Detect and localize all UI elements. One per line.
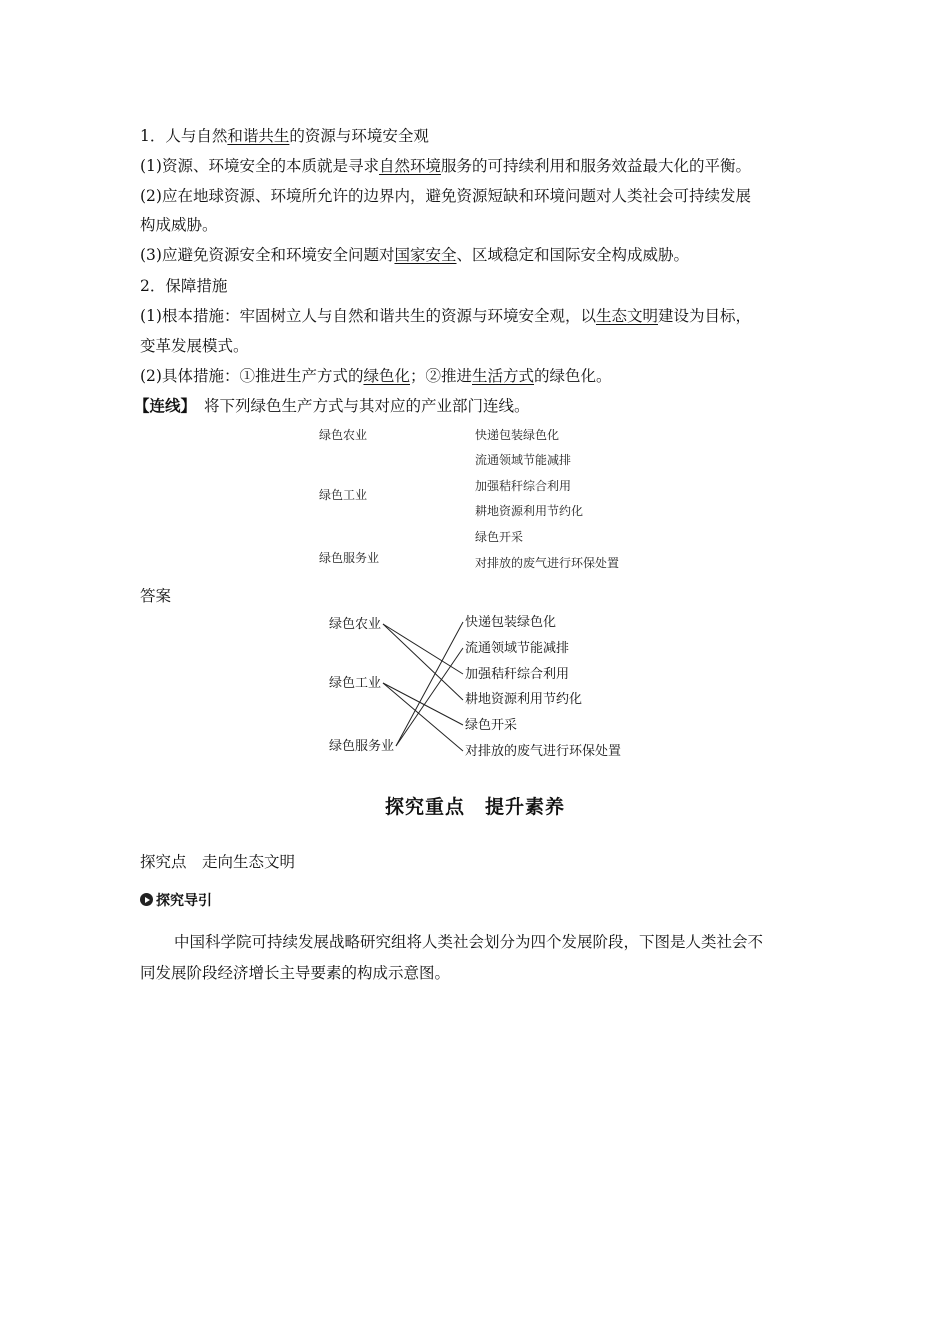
exercise-prompt: 【连线】 将下列绿色生产方式与其对应的产业部门连线。 [134,397,530,415]
connector-line [383,624,463,674]
blank-answer: 和谐共生 [227,127,290,145]
blank-answer: 生活方式 [472,367,535,385]
answer-right-item: 流通领域节能减排 [465,641,570,656]
section-heading: 探究重点 提升素养 [384,796,565,818]
section1-title: 1．人与自然和谐共生的资源与环境安全观 [140,127,429,145]
answer-right-item: 快递包装绿色化 [465,615,557,630]
answer-left-item: 绿色服务业 [329,739,395,754]
answer-right-item: 耕地资源利用节约化 [465,692,583,707]
guide-paragraph-line1: 中国科学院可持续发展战略研究组将人类社会划分为四个发展阶段，下图是人类社会不 [174,933,764,951]
connector-line [396,648,463,746]
section2-item-1: (1)根本措施：牢固树立人与自然和谐共生的资源与环境安全观，以生态文明建设为目标， [140,307,751,325]
exercise-right-item: 对排放的废气进行环保处置 [475,556,620,570]
answer-left-item: 绿色工业 [329,676,382,691]
connector-line [383,683,463,751]
section2-title: 2．保障措施 [140,277,228,295]
exercise-left-item: 绿色农业 [319,428,368,442]
explore-point-title: 探究点 走向生态文明 [140,853,296,871]
connector-line [383,683,463,725]
section1-item-2-line1: (2)应在地球资源、环境所允许的边界内，避免资源短缺和环境问题对人类社会可持续发展 [140,187,751,205]
section1-item-1: (1)资源、环境安全的本质就是寻求自然环境服务的可持续利用和服务效益最大化的平衡。 [140,157,751,175]
exercise-left-item: 绿色服务业 [319,551,380,565]
play-icon [140,893,153,906]
exercise-right-item: 加强秸秆综合利用 [475,479,572,493]
exercise-right-item: 快递包装绿色化 [475,428,560,442]
exercise-right-item: 耕地资源利用节约化 [475,504,584,518]
section1-item-2-line2: 构成威胁。 [140,216,218,234]
section1-item-3: (3)应避免资源安全和环境安全问题对国家安全、区域稳定和国际安全构成威胁。 [140,246,689,264]
section2-item-2: (2)具体措施：①推进生产方式的绿色化；②推进生活方式的绿色化。 [140,367,612,385]
connector-line [383,624,463,700]
exercise-tag: 【连线】 [134,397,197,415]
section2-item-1-line2: 变革发展模式。 [140,337,249,355]
answer-right-item: 绿色开采 [465,718,518,733]
answer-label: 答案 [140,587,172,605]
answer-left-item: 绿色农业 [329,617,382,632]
answer-right-item: 对排放的废气进行环保处置 [465,744,622,759]
blank-answer: 绿色化 [363,367,410,385]
blank-answer: 自然环境 [378,157,441,175]
exercise-left-item: 绿色工业 [319,488,368,502]
guide-paragraph-line2: 同发展阶段经济增长主导要素的构成示意图。 [140,964,451,982]
blank-answer: 生态文明 [595,307,658,325]
guide-label: 探究导引 [140,891,212,911]
blank-answer: 国家安全 [394,246,457,264]
exercise-right-item: 绿色开采 [475,530,524,544]
exercise-right-item: 流通领域节能减排 [475,453,572,467]
answer-right-item: 加强秸秆综合利用 [465,667,570,682]
connector-line [396,622,463,746]
